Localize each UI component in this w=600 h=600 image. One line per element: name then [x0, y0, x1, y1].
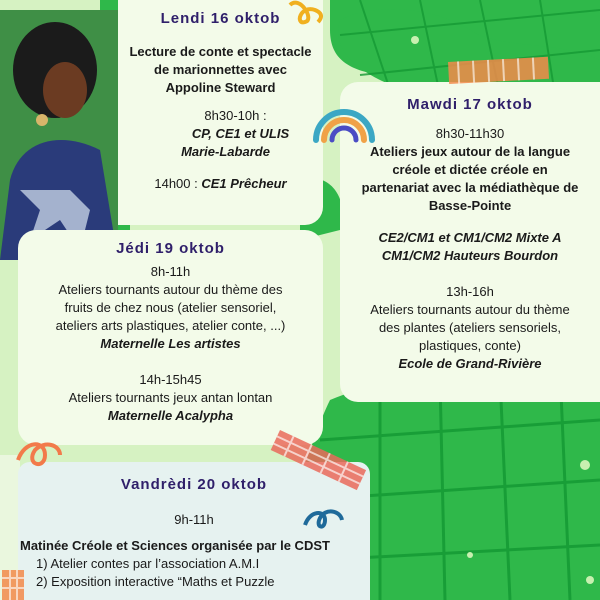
lundi-school2: CE1 Prêcheur: [201, 176, 287, 191]
jeudi-event2-line1: Ateliers tournants jeux antan lontan: [68, 390, 273, 405]
day-title-lundi: Lendi 16 oktob: [160, 10, 281, 27]
vendredi-time1: 9h-11h: [174, 512, 214, 527]
jeudi-school2: Maternelle Acalypha: [107, 408, 234, 423]
mardi-event1-line2: créole et dictée créole en: [392, 162, 548, 177]
lundi-school1-line1: CP, CE1 et ULIS: [191, 126, 290, 141]
day-card-lundi: [118, 0, 323, 225]
mardi-event1-line4: Basse-Pointe: [428, 198, 512, 213]
mardi-time2: 13h-16h: [446, 284, 494, 299]
day-card-vendredi: [18, 462, 370, 600]
mardi-event1-line1: Ateliers jeux autour de la langue: [369, 144, 571, 159]
mardi-event2-line3: plastiques, conte): [419, 338, 521, 353]
storyteller-photo: [0, 10, 118, 260]
vendredi-item1: 1) Atelier contes par l’association A.M.I: [36, 556, 260, 571]
vendredi-event1: Matinée Créole et Sciences organisée par le CDST: [20, 538, 330, 553]
mardi-event1-line3: partenariat avec la médiathèque de: [361, 180, 579, 195]
mardi-time1: 8h30-11h30: [435, 126, 505, 141]
lundi-time1: 8h30-10h :: [204, 108, 267, 123]
jeudi-school1: Maternelle Les artistes: [100, 336, 241, 351]
jeudi-event1-line1: Ateliers tournants autour du thème des: [58, 282, 283, 297]
jeudi-event1-line2: fruits de chez nous (atelier sensoriel,: [64, 300, 277, 315]
jeudi-time1: 8h-11h: [150, 264, 191, 279]
mardi-school1-line2: CM1/CM2 Hauteurs Bourdon: [381, 248, 559, 263]
day-card-jeudi: [18, 230, 323, 445]
day-title-jeudi: Jédi 19 oktob: [116, 240, 225, 257]
day-title-mardi: Mawdi 17 oktob: [407, 96, 533, 113]
lundi-event-line1: Lecture de conte et spectacle: [129, 44, 312, 59]
day-title-vendredi: Vandrèdi 20 oktob: [120, 476, 268, 493]
jeudi-event1-line3: ateliers arts plastiques, atelier conte, ...): [55, 318, 286, 333]
mardi-school1-line1: CE2/CM1 et CM1/CM2 Mixte A: [378, 230, 562, 245]
mardi-event2-line2: des plantes (ateliers sensoriels,: [378, 320, 562, 335]
lundi-time2: 14h00 :: [154, 176, 198, 191]
vendredi-item2: 2) Exposition interactive “Maths et Puzzle: [36, 574, 275, 589]
lundi-event-line2: de marionnettes avec: [154, 62, 287, 77]
jeudi-time2: 14h-15h45: [139, 372, 202, 387]
day-card-mardi: [340, 82, 600, 402]
mardi-event2-line1: Ateliers tournants autour du thème: [370, 302, 570, 317]
lundi-school1-line2: Marie-Labarde: [181, 144, 270, 159]
lundi-time2-line: [118, 175, 323, 193]
mardi-school2: Ecole de Grand-Rivière: [398, 356, 542, 371]
lundi-event-line3: Appoline Steward: [165, 80, 276, 95]
storyteller-illustration: [0, 10, 118, 260]
